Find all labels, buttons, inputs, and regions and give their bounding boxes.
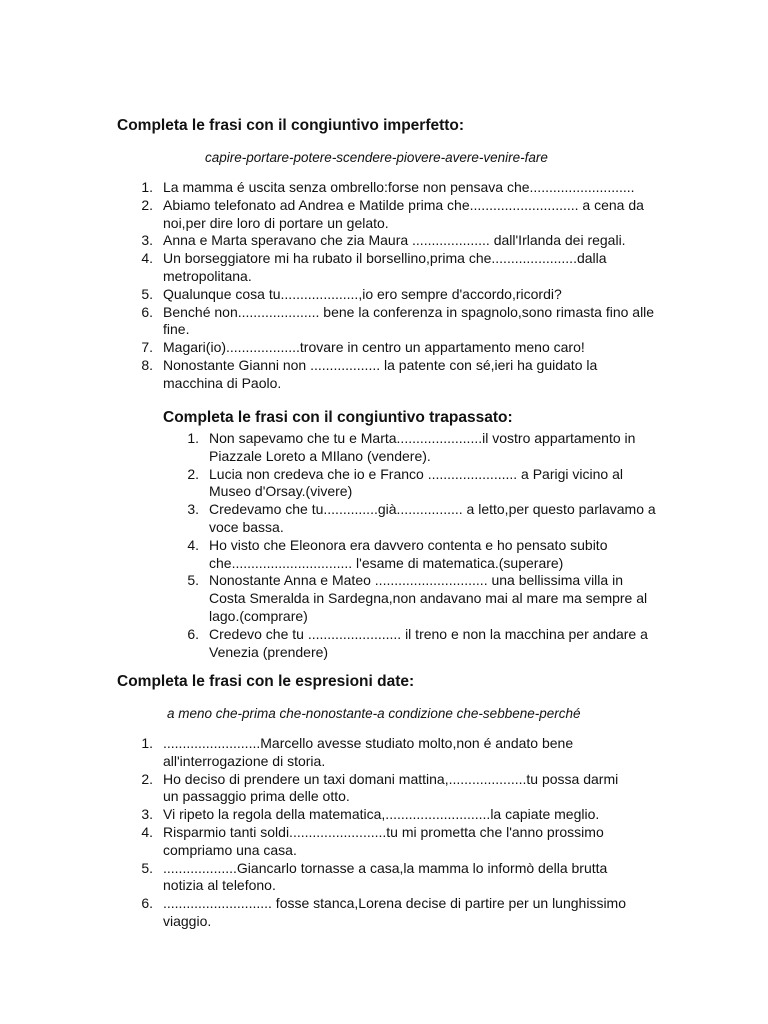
item-number: 1. xyxy=(187,430,199,446)
exercise-item xyxy=(163,572,657,625)
item-text: La mamma é uscita senza ombrello:forse non pensava che........................... xyxy=(163,179,635,195)
exercise-item xyxy=(163,626,657,662)
item-number: 5. xyxy=(141,859,153,876)
word-bank: capire-portare-potere-scendere-piovere-avere-venire-fare xyxy=(205,150,548,165)
exercise-item xyxy=(117,339,657,357)
item-number: 6. xyxy=(141,303,153,320)
item-text: Risparmio tanti soldi.........................tu mi prometta che l'anno prossimo compriamo una casa. xyxy=(163,823,604,858)
section-title: Completa le frasi con il congiuntivo imperfetto: xyxy=(117,117,465,134)
item-number: 4. xyxy=(141,823,153,840)
exercise-item xyxy=(117,250,657,286)
item-text: Nonostante Anna e Mateo ............................. una bellissima villa in Costa Smeralda in Sardegna,non andavano mai al mare ma sempre al lago.(comprare) xyxy=(209,572,648,624)
item-number: 4. xyxy=(187,536,199,553)
section-congiuntivo-imperfetto xyxy=(117,116,677,391)
item-text: Anna e Marta speravano che zia Maura .................... dall'Irlanda dei regali. xyxy=(163,232,626,249)
word-bank: a meno che-prima che-nonostante-a condizione che-sebbene-perché xyxy=(167,706,581,721)
item-number: 7. xyxy=(141,339,153,356)
exercise-list xyxy=(117,735,637,931)
exercise-item xyxy=(117,357,657,393)
exercise-item xyxy=(117,197,657,233)
item-number: 2. xyxy=(187,465,199,482)
exercise-item xyxy=(117,735,637,771)
section-title: Completa le frasi con le espresioni date: xyxy=(117,673,415,690)
item-text: .........................Marcello avesse studiato molto,non é andato bene all'interrogazione di storia. xyxy=(163,735,574,769)
item-number: 3. xyxy=(187,501,199,518)
item-number: 5. xyxy=(187,572,199,589)
section-espressioni-date xyxy=(117,672,677,929)
exercise-item xyxy=(163,430,657,466)
exercise-item xyxy=(163,501,657,537)
exercise-item xyxy=(117,824,637,860)
item-number: 1. xyxy=(141,735,153,751)
item-number: 6. xyxy=(187,625,199,642)
item-text: Lucia non credeva che io e Franco ....................... a Parigi vicino al Museo d'Orsay.(vivere) xyxy=(209,465,623,500)
exercise-item xyxy=(117,304,657,340)
exercise-item xyxy=(117,806,637,824)
item-number: 2. xyxy=(141,770,153,787)
item-text: Credevamo che tu..............già................. a letto,per questo parlavamo a voce bassa. xyxy=(209,501,656,535)
item-number: 3. xyxy=(141,232,153,249)
section-title: Completa le frasi con il congiuntivo trapassato: xyxy=(163,409,513,426)
item-number: 1. xyxy=(141,179,153,195)
item-number: 2. xyxy=(141,196,153,213)
item-text: Vi ripeto la regola della matematica,...........................la capiate meglio. xyxy=(163,806,600,823)
exercise-item xyxy=(117,232,657,250)
item-number: 4. xyxy=(141,250,153,267)
item-number: 3. xyxy=(141,806,153,823)
item-text: Qualunque cosa tu....................,io ero sempre d'accordo,ricordi? xyxy=(163,285,562,302)
item-number: 6. xyxy=(141,895,153,912)
item-number: 8. xyxy=(141,356,153,373)
item-text: Ho deciso di prendere un taxi domani mattina,....................tu possa darmi un passaggio prima delle otto. xyxy=(163,770,619,805)
exercise-item xyxy=(163,537,657,573)
exercise-list xyxy=(117,179,657,393)
section-congiuntivo-trapassato xyxy=(163,408,663,660)
exercise-item xyxy=(117,179,657,197)
exercise-list xyxy=(163,430,657,661)
exercise-item xyxy=(117,895,637,931)
item-text: Credevo che tu ........................ il treno e non la macchina per andare a Venezia (prendere) xyxy=(209,625,648,660)
exercise-item xyxy=(163,466,657,502)
item-text: ............................ fosse stanca,Lorena decise di partire per un lunghissimo viaggio. xyxy=(163,895,626,929)
item-text: Non sapevamo che tu e Marta......................il vostro appartamento in Piazzale Loreto a MIlano (vendere). xyxy=(209,430,636,464)
item-text: Nonostante Gianni non .................. la patente con sé,ieri ha guidato la macchina di Paolo. xyxy=(163,356,598,391)
item-text: Un borseggiatore mi ha rubato il borsellino,prima che......................dalla metropolitana. xyxy=(163,250,607,284)
exercise-item xyxy=(117,286,657,304)
exercise-item xyxy=(117,771,637,807)
item-text: Magari(io)...................trovare in centro un appartamento meno caro! xyxy=(163,339,585,356)
item-text: Ho visto che Eleonora era davvero contenta e ho pensato subito che............................... l'esame di matematica.(superare) xyxy=(209,536,608,571)
item-text: Benché non..................... bene la conferenza in spagnolo,sono rimasta fino alle fine. xyxy=(163,303,655,338)
item-text: ...................Giancarlo tornasse a casa,la mamma lo informò della brutta notizia al telefono. xyxy=(163,859,608,894)
exercise-item xyxy=(117,860,637,896)
item-number: 5. xyxy=(141,285,153,302)
item-text: Abiamo telefonato ad Andrea e Matilde prima che............................ a cena da noi,per dire loro di portare un gelato. xyxy=(163,196,644,231)
